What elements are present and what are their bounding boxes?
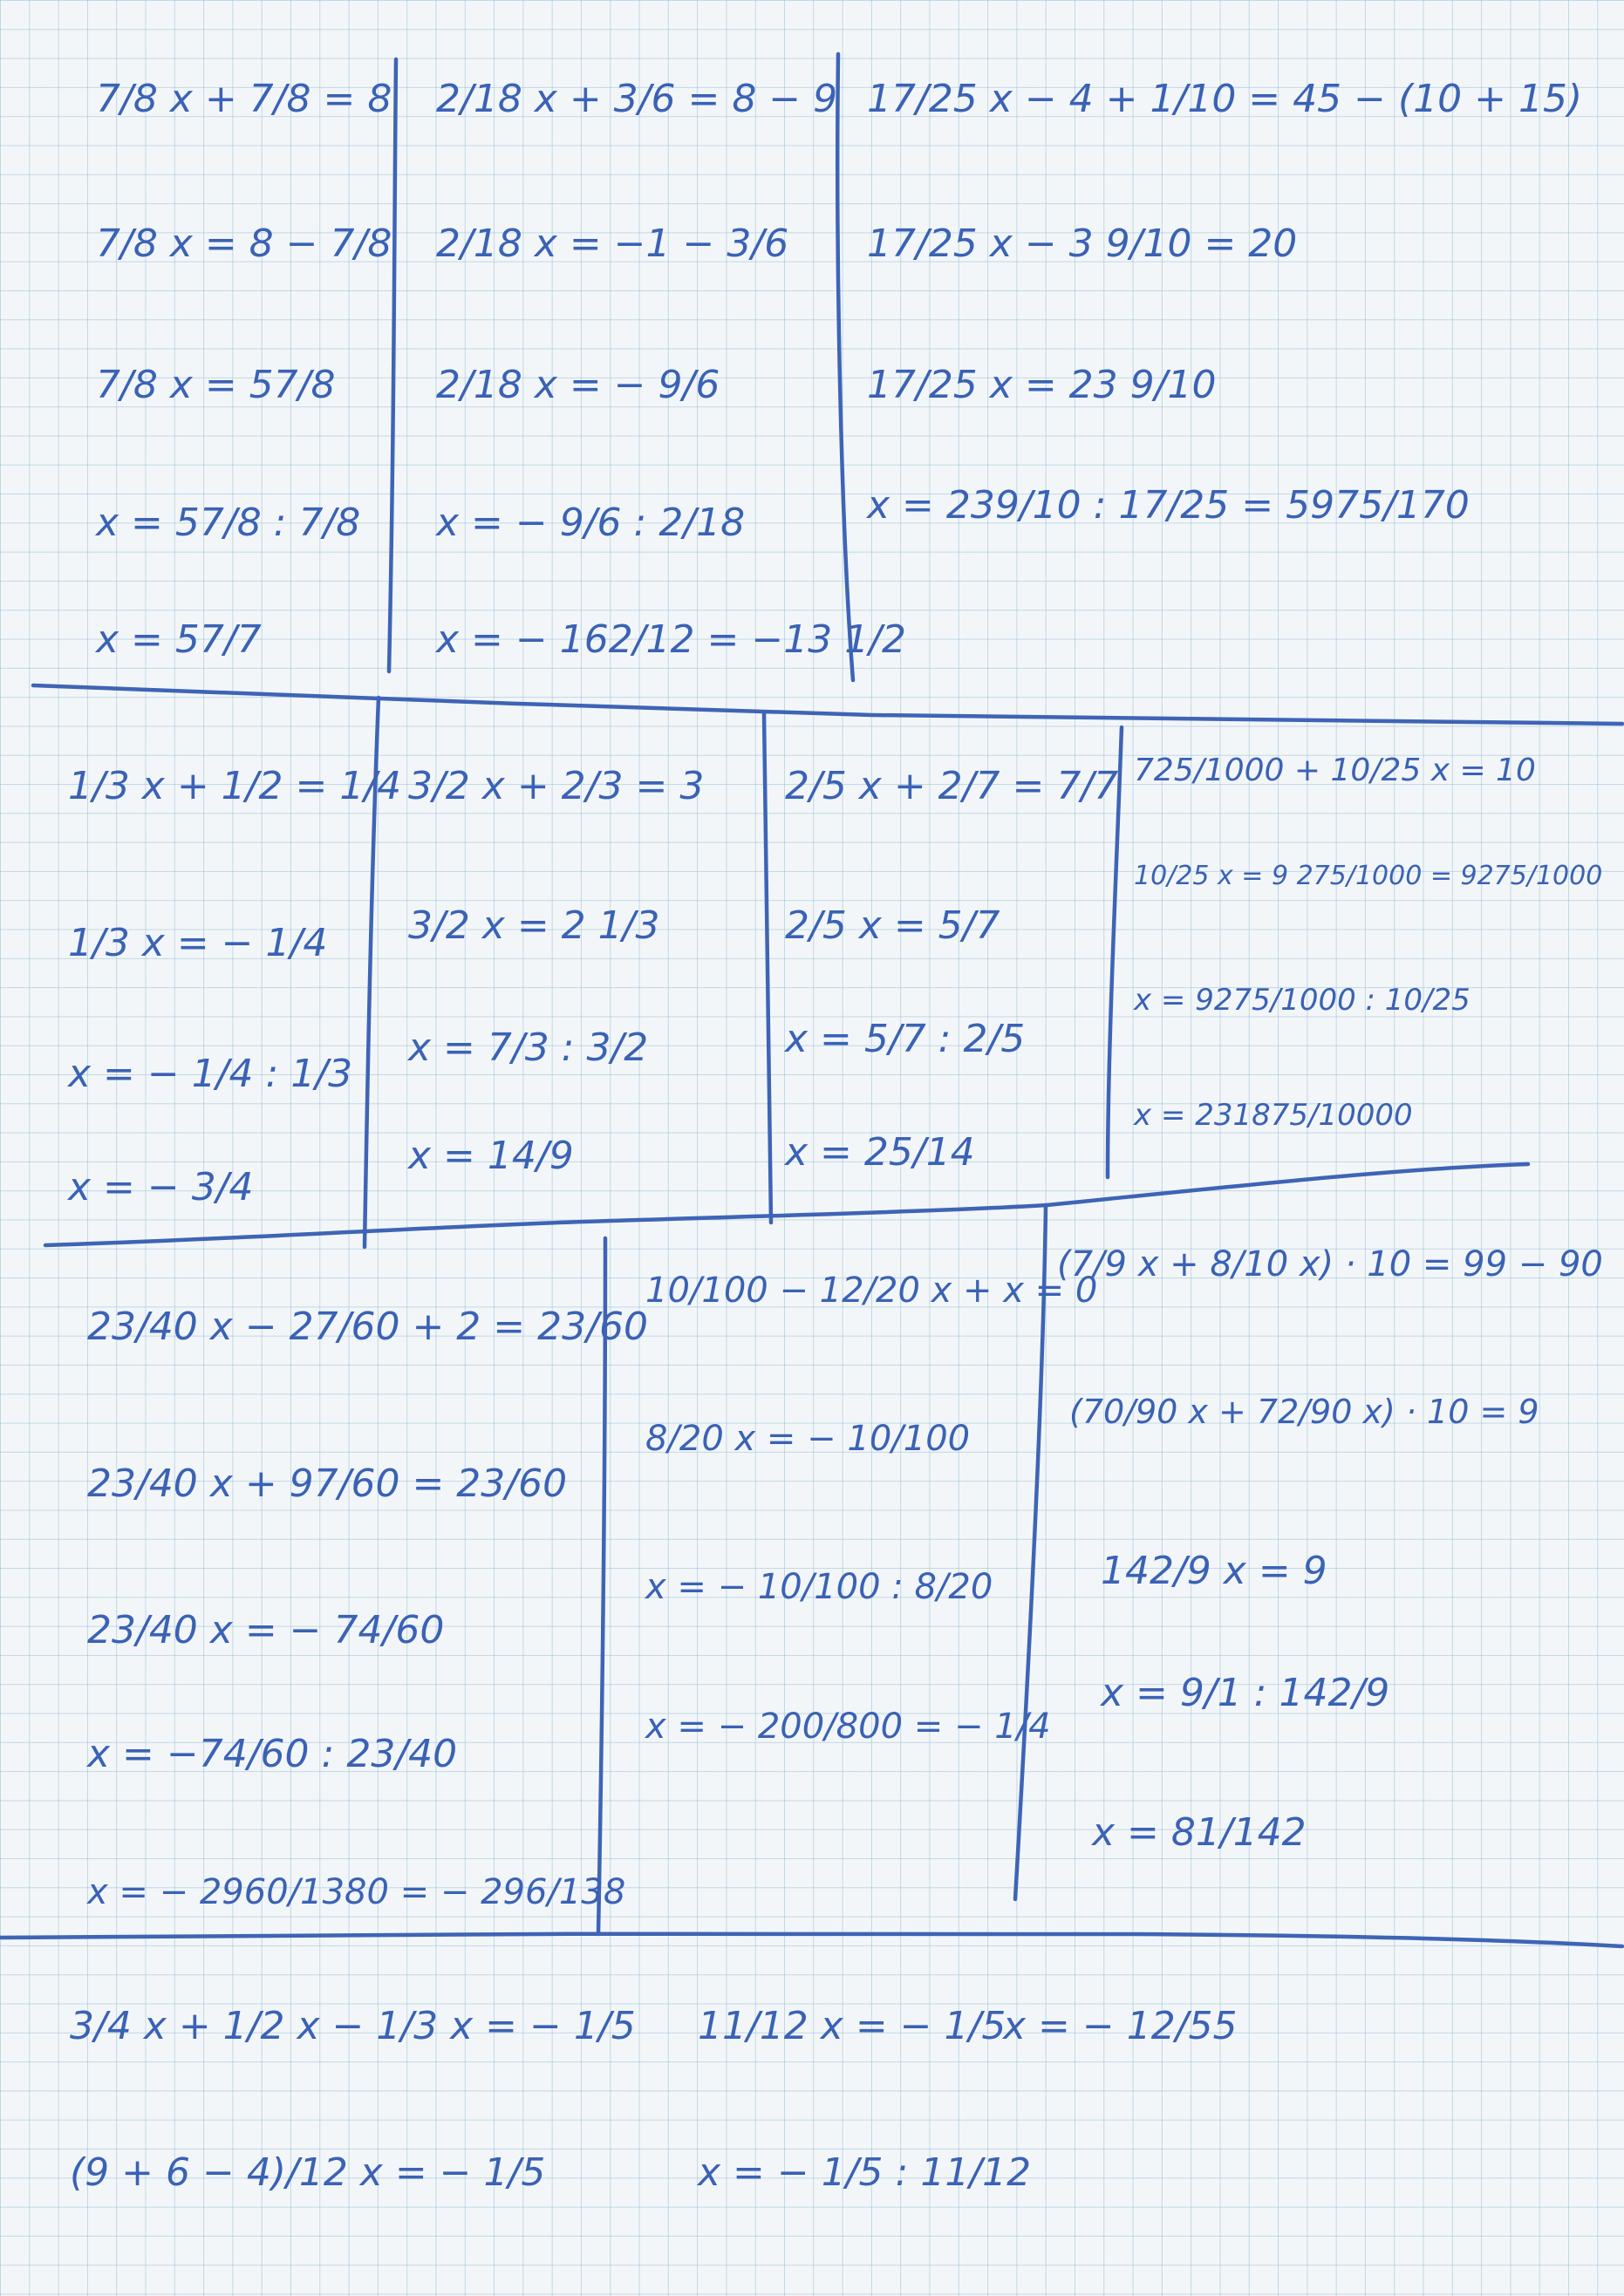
- equation-step: 7/8 x = 8 − 7/8: [96, 221, 392, 266]
- equation-step: 23/40 x − 27/60 + 2 = 23/60: [87, 1305, 648, 1349]
- equation-step: x = 5/7 : 2/5: [785, 1017, 1026, 1061]
- equation-step: x = − 162/12 = −13 1/2: [436, 617, 907, 662]
- equation-step: 2/18 x = −1 − 3/6: [436, 221, 789, 266]
- equation-step: x = 231875/10000: [1134, 1098, 1413, 1133]
- equation-step: (7/9 x + 8/10 x) · 10 = 99 − 90: [1057, 1244, 1603, 1284]
- equation-step: 1/3 x = − 1/4: [68, 921, 328, 965]
- equation-step: 3/2 x = 2 1/3: [408, 903, 660, 948]
- equation-step: 2/5 x = 5/7: [785, 903, 1000, 948]
- equation-step: (9 + 6 − 4)/12 x = − 1/5: [70, 2150, 546, 2195]
- equation-step: x = 25/14: [785, 1130, 975, 1175]
- equation-step: 2/18 x = − 9/6: [436, 363, 720, 407]
- equation-step: x = 7/3 : 3/2: [408, 1025, 649, 1070]
- equation-step: x = −74/60 : 23/40: [87, 1732, 458, 1776]
- equation-step: 10/25 x = 9 275/1000 = 9275/1000: [1134, 861, 1603, 891]
- divider-line: [389, 59, 396, 671]
- equation-step: x = − 12/55: [1003, 2004, 1238, 2048]
- equation-step: 7/8 x = 57/8: [96, 363, 336, 407]
- equation-step: 1/3 x + 1/2 = 1/4: [68, 764, 402, 808]
- equation-step: 17/25 x − 4 + 1/10 = 45 − (10 + 15): [867, 77, 1583, 121]
- divider-line: [837, 54, 853, 680]
- equation-step: x = 81/142: [1092, 1810, 1307, 1855]
- equation-step: 3/4 x + 1/2 x − 1/3 x = − 1/5: [70, 2004, 636, 2048]
- equation-step: x = − 10/100 : 8/20: [645, 1567, 993, 1607]
- divider-line: [33, 685, 1622, 724]
- equation-step: 2/5 x + 2/7 = 7/7: [785, 764, 1119, 808]
- divider-line: [764, 713, 771, 1223]
- equation-step: x = 57/7: [96, 617, 262, 662]
- equation-step: 17/25 x − 3 9/10 = 20: [867, 221, 1298, 266]
- equation-step: x = − 2960/1380 = − 296/138: [87, 1872, 626, 1912]
- equation-step: 142/9 x = 9: [1101, 1549, 1327, 1593]
- divider-line: [0, 1933, 1622, 1946]
- equation-step: 23/40 x + 97/60 = 23/60: [87, 1461, 568, 1506]
- equation-step: 2/18 x + 3/6 = 8 − 9: [436, 77, 838, 121]
- equation-step: 23/40 x = − 74/60: [87, 1608, 445, 1652]
- equation-step: 17/25 x = 23 9/10: [867, 363, 1217, 407]
- equation-step: 725/1000 + 10/25 x = 10: [1134, 753, 1536, 788]
- equation-step: 3/2 x + 2/3 = 3: [408, 764, 705, 808]
- equation-step: x = − 9/6 : 2/18: [436, 501, 746, 545]
- equation-step: x = − 3/4: [68, 1165, 254, 1209]
- equation-step: x = − 1/4 : 1/3: [68, 1052, 353, 1096]
- equation-step: x = 9/1 : 142/9: [1101, 1671, 1390, 1715]
- equation-step: 10/100 − 12/20 x + x = 0: [645, 1271, 1098, 1311]
- equation-step: x = 9275/1000 : 10/25: [1134, 983, 1470, 1018]
- equation-step: 8/20 x = − 10/100: [645, 1419, 971, 1459]
- equation-step: x = 14/9: [408, 1134, 574, 1178]
- equation-step: 11/12 x = − 1/5: [698, 2004, 1006, 2048]
- equation-step: x = 57/8 : 7/8: [96, 501, 361, 545]
- equation-step: x = − 200/800 = − 1/4: [645, 1707, 1051, 1747]
- equation-step: x = 239/10 : 17/25 = 5975/170: [867, 483, 1470, 528]
- equation-step: 7/8 x + 7/8 = 8: [96, 77, 392, 121]
- divider-line: [45, 1164, 1528, 1245]
- equation-step: x = − 1/5 : 11/12: [698, 2150, 1032, 2195]
- equation-step: (70/90 x + 72/90 x) · 10 = 9: [1069, 1393, 1539, 1431]
